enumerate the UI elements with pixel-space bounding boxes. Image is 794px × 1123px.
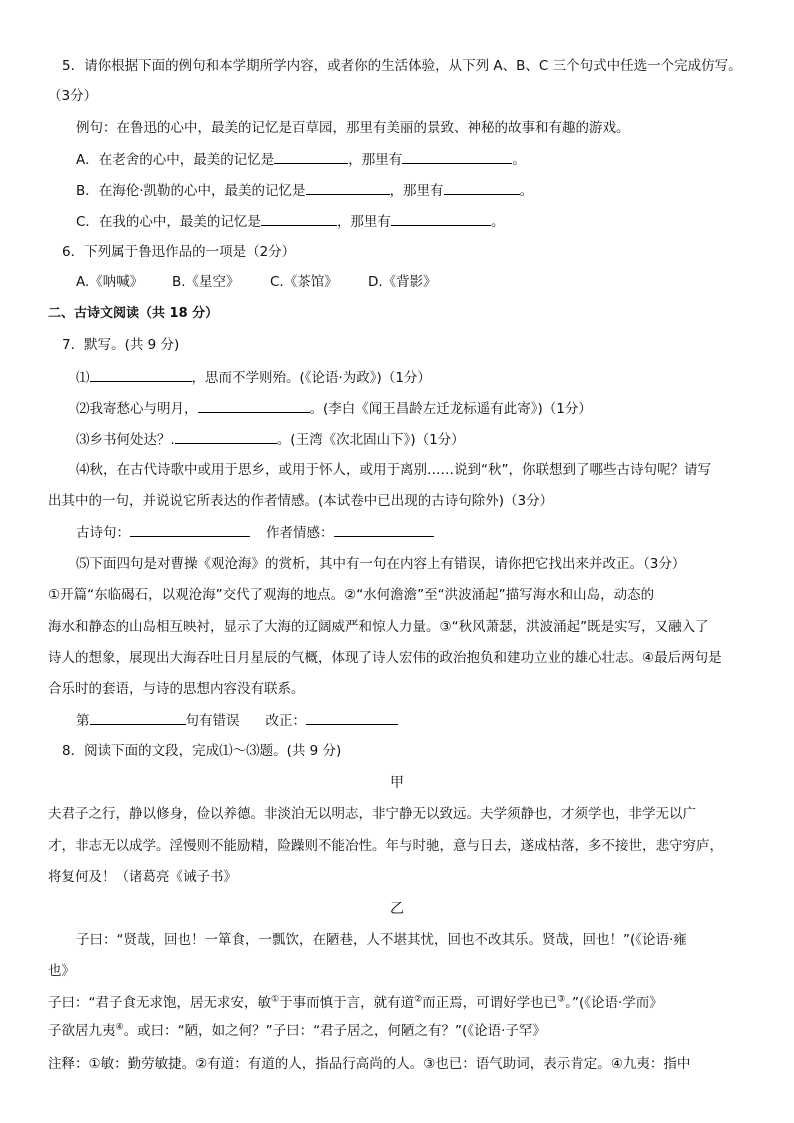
q5-example: 例句：在鲁迅的心中，最美的记忆是百草园，那里有美丽的景致、神秘的故事和有趣的游戏。 (76, 120, 630, 136)
q7-sub-4-answer (76, 522, 434, 543)
q5-a-prefix: A．在老舍的心中，最美的记忆是 (76, 152, 275, 168)
q7-3-blank[interactable] (175, 429, 277, 444)
yi-3-text-b: 于事而慎于言，就有道 (279, 995, 415, 1011)
q7-5-passage-line-4: 合乐时的套语，与诗的思想内容没有联系。 (48, 681, 305, 697)
q7-5-passage-line-2: 海水和静态的山岛相互映衬，显示了大海的辽阔威严和惊人力量。③“秋风萧瑟，洪波涌起”既是实写，又融入了 (48, 619, 709, 635)
q5-b-mid: ，那里有 (389, 183, 444, 199)
q5-c-blank-1[interactable] (261, 211, 337, 226)
q7-sub-2 (76, 398, 592, 419)
passage-yi-title: 乙 (390, 901, 404, 917)
q6-option-a[interactable]: A.《呐喊》 (76, 274, 144, 290)
q7-5-number-blank[interactable] (90, 710, 186, 725)
q5-c-end: 。 (490, 214, 505, 230)
note-ref-1: ① (271, 994, 280, 1005)
passage-jia-line-3: 将复何及！（诸葛亮《诫子书》 (48, 869, 237, 885)
q5-option-a (76, 149, 526, 170)
q6-option-b[interactable]: B.《星空》 (172, 274, 240, 290)
q6-option-c[interactable]: C.《茶馆》 (270, 274, 338, 290)
q5-c-mid: ，那里有 (336, 214, 391, 230)
q5-b-blank-2[interactable] (444, 180, 520, 195)
q7-1-blank[interactable] (90, 367, 192, 382)
passage-yi-line-4 (48, 1021, 546, 1041)
q7-sub-3 (76, 429, 465, 450)
passage-yi-line-3 (48, 993, 663, 1013)
q7-3-prefix: ⑶乡书何处达？. (76, 432, 175, 448)
yi-3-text-d: 。”(《论语·学而》 (565, 995, 663, 1011)
q5-c-prefix: C．在我的心中，最美的记忆是 (76, 214, 261, 230)
q6-stem: 6．下列属于鲁迅作品的一项是（2分） (62, 244, 296, 260)
passage-jia-line-1: 夫君子之行，静以修身，俭以养德。非淡泊无以明志，非宁静无以致远。夫学须静也，才须学也，非学无以广 (48, 806, 696, 822)
q7-5-fix-label: 改正： (265, 713, 306, 729)
q5-a-mid: ，那里有 (348, 152, 403, 168)
q7-stem: 7．默写。(共 9 分) (62, 337, 180, 353)
q7-5-mid: 句有错误 (185, 713, 240, 729)
passage-yi-line-2: 也》 (48, 963, 75, 979)
q7-1-suffix: ，思而不学则殆。(《论语·为政》)（1分） (191, 370, 431, 386)
q7-4-poem-label: 古诗句： (76, 525, 130, 541)
note-ref-4: ④ (115, 1022, 124, 1033)
q5-a-end: 。 (512, 152, 526, 168)
passage-yi-line-1: 子曰：“贤哉，回也！一箪食，一瓢饮，在陋巷，人不堪其忧，回也不改其乐。贤哉，回也！”(《论语·雍 (76, 932, 687, 948)
q7-sub-5-stem: ⑸下面四句是对曹操《观沧海》的赏析，其中有一句在内容上有错误，请你把它找出来并改正。（3分） (76, 556, 686, 572)
q8-stem: 8．阅读下面的文段，完成⑴～⑶题。(共 9 分) (62, 743, 342, 759)
q5-option-b (76, 180, 533, 201)
q5-stem (62, 56, 742, 76)
q7-5-answer (76, 710, 398, 731)
q7-2-blank[interactable] (198, 398, 310, 413)
q5-c-blank-2[interactable] (391, 211, 491, 226)
q5-score: （3分） (48, 88, 98, 104)
yi-4-text-a: 子欲居九夷 (48, 1023, 116, 1039)
q5-b-prefix: B．在海伦·凯勒的心中，最美的记忆是 (76, 183, 306, 199)
q7-4-poem-blank[interactable] (130, 522, 250, 537)
section-2-title: 二、古诗文阅读（共 18 分） (48, 306, 219, 321)
q7-4-emotion-label: 作者情感： (266, 525, 334, 541)
q7-3-suffix: 。(王湾《次北固山下》)（1分） (276, 432, 465, 448)
yi-4-text-b: 。或曰：“陋，如之何？”子曰：“君子居之，何陋之有？”(《论语·子罕》 (123, 1023, 546, 1039)
q7-5-prefix: 第 (76, 713, 90, 729)
q7-2-suffix: 。(李白《闻王昌龄左迁龙标遥有此寄》)（1分） (309, 401, 592, 417)
q7-2-prefix: ⑵我寄愁心与明月， (76, 401, 198, 417)
q5-a-blank-2[interactable] (402, 149, 512, 164)
q5-b-blank-1[interactable] (306, 180, 390, 195)
q7-4-emotion-blank[interactable] (334, 522, 434, 537)
q6-option-d[interactable]: D.《背影》 (368, 274, 437, 290)
q7-sub-4-line-2: 出其中的一句，并说说它所表达的作者情感。(本试卷中已出现的古诗句除外)（3分） (48, 493, 554, 509)
q7-sub-4-line-1: ⑷秋，在古代诗歌中或用于思乡，或用于怀人，或用于离别……说到“秋”，你联想到了哪些古诗句呢？请写 (76, 462, 711, 478)
q7-1-prefix: ⑴ (76, 370, 90, 386)
q5-a-blank-1[interactable] (274, 149, 348, 164)
yi-3-text-a: 子曰：“君子食无求饱，居无求安，敏 (48, 995, 271, 1011)
passage-jia-line-2: 才，非志无以成学。淫慢则不能励精，险躁则不能冶性。年与时驰，意与日去，遂成枯落，多不接世，悲守穷庐， (48, 838, 723, 854)
q5-b-end: 。 (519, 183, 534, 199)
note-ref-3: ③ (557, 994, 566, 1005)
q7-5-passage-line-1: ①开篇“东临碣石，以观沧海”交代了观海的地点。②“水何澹澹”至“洪波涌起”描写海水和山岛，动态的 (48, 587, 655, 603)
q5-option-c (76, 211, 504, 232)
passage-jia-title: 甲 (390, 775, 404, 791)
q7-sub-1 (76, 367, 431, 388)
q7-5-fix-blank[interactable] (306, 710, 398, 725)
q5-stem-text: 5．请你根据下面的例句和本学期所学内容，或者你的生活体验，从下列 A、B、C 三个句式中任选一个完成仿写。 (62, 58, 742, 74)
annotations: 注释：①敏：勤劳敏捷。②有道：有道的人，指品行高尚的人。③也已：语气助词，表示肯定。④九夷：指中 (48, 1056, 691, 1072)
yi-3-text-c: 而正焉，可谓好学也已 (422, 995, 558, 1011)
note-ref-2: ② (414, 994, 423, 1005)
q7-5-passage-line-3: 诗人的想象，展现出大海吞吐日月星辰的气概，体现了诗人宏伟的政治抱负和建功立业的雄心壮志。④最后两句是 (48, 650, 722, 666)
q6-options (76, 272, 458, 292)
